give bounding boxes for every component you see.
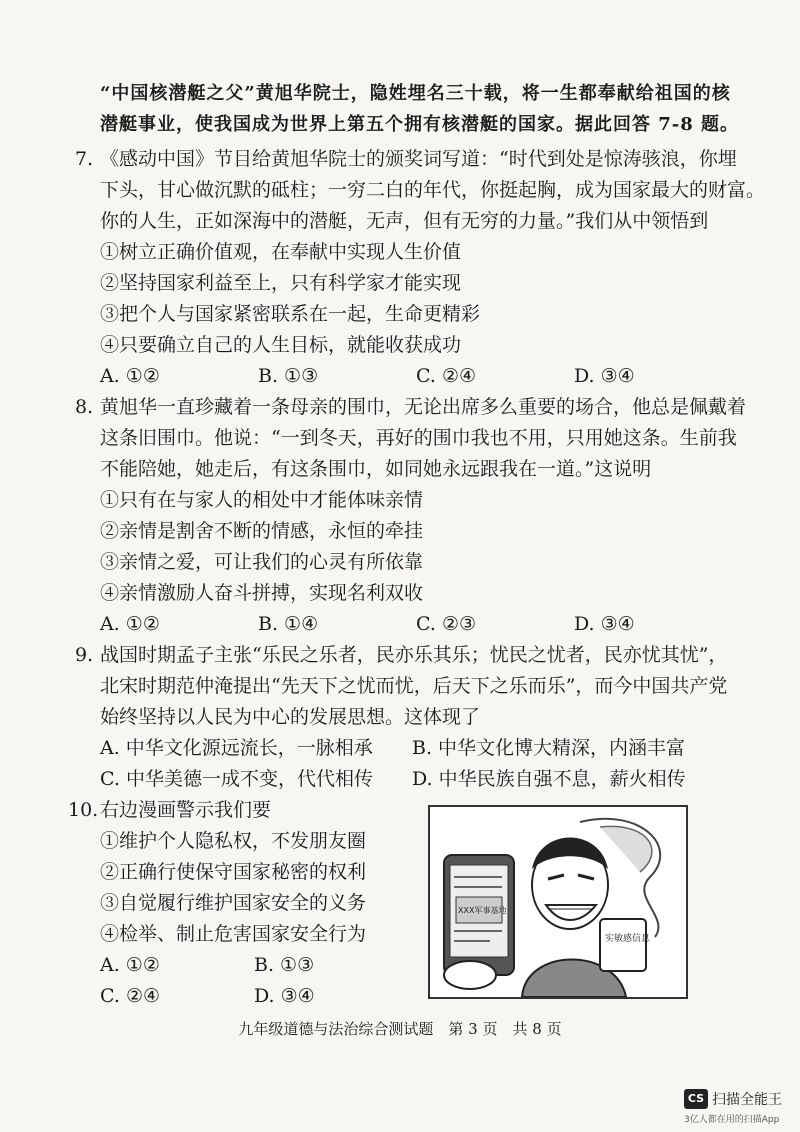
bag-text: 实敏感信息 xyxy=(605,934,651,944)
option-c[interactable]: C. ②④ xyxy=(416,365,477,387)
option-b[interactable]: B. ①④ xyxy=(258,613,319,635)
bag-icon xyxy=(600,919,646,971)
option-a[interactable]: A. 中华文化源远流长，一脉相承 xyxy=(100,737,373,759)
statement-item: ④只要确立自己的人生目标，就能收获成功 xyxy=(100,334,462,356)
scanner-name: 扫描全能王 xyxy=(712,1091,782,1108)
option-a[interactable]: A. ①② xyxy=(100,365,160,387)
statement-item: ③自觉履行维护国家安全的义务 xyxy=(100,892,367,914)
option-b[interactable]: B. ①③ xyxy=(254,954,315,976)
screen-text: XXX军事基地 xyxy=(458,906,507,915)
question-stem-line: 黄旭华一直珍藏着一条母亲的围巾，无论出席多么重要的场合，他总是佩戴着 xyxy=(100,396,747,418)
statement-item: ④检举、制止危害国家安全行为 xyxy=(100,923,367,945)
question-stem-line: 北宋时期范仲淹提出“先天下之忧而忧，后天下之乐而乐”，而今中国共产党 xyxy=(100,675,728,697)
option-d[interactable]: D. ③④ xyxy=(254,985,315,1007)
question-stem-line: 不能陪她，她走后，有这条围巾，如同她永远跟我在一道。”这说明 xyxy=(100,458,652,480)
cartoon-illustration xyxy=(428,805,688,999)
statement-item: ③把个人与国家紧密联系在一起，生命更精彩 xyxy=(100,303,481,325)
question-stem-line: 战国时期孟子主张“乐民之乐者，民亦乐其乐；忧民之忧者，民亦忧其忧”， xyxy=(100,644,728,666)
statement-item: ③亲情之爱，可让我们的心灵有所依靠 xyxy=(100,551,424,573)
option-b[interactable]: B. 中华文化博大精深，内涵丰富 xyxy=(412,737,686,759)
statement-item: ②正确行使保守国家秘密的权利 xyxy=(100,861,367,883)
cs-badge-icon: CS xyxy=(684,1089,708,1109)
smoke-puff xyxy=(600,826,652,872)
question-number: 10. xyxy=(68,799,99,821)
option-d[interactable]: D. ③④ xyxy=(574,365,635,387)
page-footer: 九年级道德与法治综合测试题 第 3 页 共 8 页 xyxy=(238,1020,562,1038)
question-number: 9. xyxy=(75,644,94,666)
option-c[interactable]: C. ②④ xyxy=(100,985,161,1007)
hand xyxy=(444,961,496,989)
statement-item: ①树立正确价值观，在奉献中实现人生价值 xyxy=(100,241,462,263)
option-a[interactable]: A. ①② xyxy=(100,613,160,635)
question-number: 8. xyxy=(75,396,94,418)
option-c[interactable]: C. 中华美德一成不变，代代相传 xyxy=(100,768,373,790)
option-a[interactable]: A. ①② xyxy=(100,954,160,976)
cartoon-drawing xyxy=(430,807,686,997)
question-number: 7. xyxy=(75,148,94,170)
intro-line-2: 潜艇事业，使我国成为世界上第五个拥有核潜艇的国家。据此回答 7-8 题。 xyxy=(100,114,740,135)
scanner-logo xyxy=(684,1088,782,1125)
statement-item: ④亲情激励人奋斗拼搏，实现名利双收 xyxy=(100,582,424,604)
option-d[interactable]: D. ③④ xyxy=(574,613,635,635)
scanner-tagline: 3亿人都在用的扫描App xyxy=(684,1115,780,1125)
intro-line-1: “中国核潜艇之父”黄旭华院士，隐姓埋名三十载，将一生都奉献给祖国的核 xyxy=(100,83,731,104)
question-stem-line: 始终坚持以人民为中心的发展思想。这体现了 xyxy=(100,706,481,728)
question-stem-line: 这条旧围巾。他说：“一到冬天，再好的围巾我也不用，只用她这条。生前我 xyxy=(100,427,737,449)
option-c[interactable]: C. ②③ xyxy=(416,613,477,635)
question-stem-line: 你的人生，正如深海中的潜艇，无声，但有无穷的力量。”我们从中领悟到 xyxy=(100,210,709,232)
statement-item: ②坚持国家利益至上，只有科学家才能实现 xyxy=(100,272,462,294)
option-b[interactable]: B. ①③ xyxy=(258,365,319,387)
statement-item: ①只有在与家人的相处中才能体味亲情 xyxy=(100,489,424,511)
statement-item: ①维护个人隐私权，不发朋友圈 xyxy=(100,830,367,852)
option-d[interactable]: D. 中华民族自强不息，薪火相传 xyxy=(412,768,686,790)
statement-item: ②亲情是割舍不断的情感，永恒的牵挂 xyxy=(100,520,424,542)
question-stem-line: 右边漫画警示我们要 xyxy=(100,799,272,821)
question-stem-line: 下头，甘心做沉默的砥柱；一穷二白的年代，你挺起胸，成为国家最大的财富。 xyxy=(100,179,766,201)
question-stem-line: 《感动中国》节目给黄旭华院士的颁奖词写道：“时代到处是惊涛骇浪，你埋 xyxy=(100,148,737,170)
